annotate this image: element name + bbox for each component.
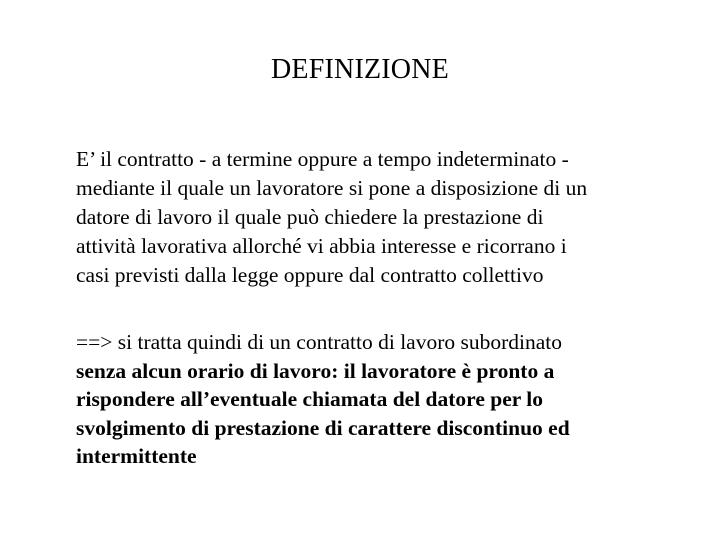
slide-title: DEFINIZIONE: [271, 54, 449, 85]
definition-line: attività lavorativa allorché vi abbia interesse e ricorrano i: [76, 234, 567, 258]
definition-paragraph: [76, 145, 676, 290]
definition-line: E’ il contratto - a termine oppure a tempo indeterminato -: [76, 147, 569, 171]
conclusion-bold-line: svolgimento di prestazione di carattere discontinuo ed: [76, 415, 570, 440]
definition-line: mediante il quale un lavoratore si pone a disposizione di un: [76, 176, 588, 200]
conclusion-intro-line: ==> si tratta quindi di un contratto di lavoro subordinato: [76, 330, 563, 354]
conclusion-bold-line: senza alcun orario di lavoro: il lavoratore è pronto a: [76, 358, 555, 383]
definition-line: casi previsti dalla legge oppure dal contratto collettivo: [76, 263, 544, 287]
conclusion-paragraph: [76, 328, 676, 471]
conclusion-bold-line: rispondere all’eventuale chiamata del datore per lo: [76, 387, 543, 411]
conclusion-bold-line: intermittente: [76, 444, 197, 468]
definition-line: datore di lavoro il quale può chiedere la prestazione di: [76, 205, 544, 229]
